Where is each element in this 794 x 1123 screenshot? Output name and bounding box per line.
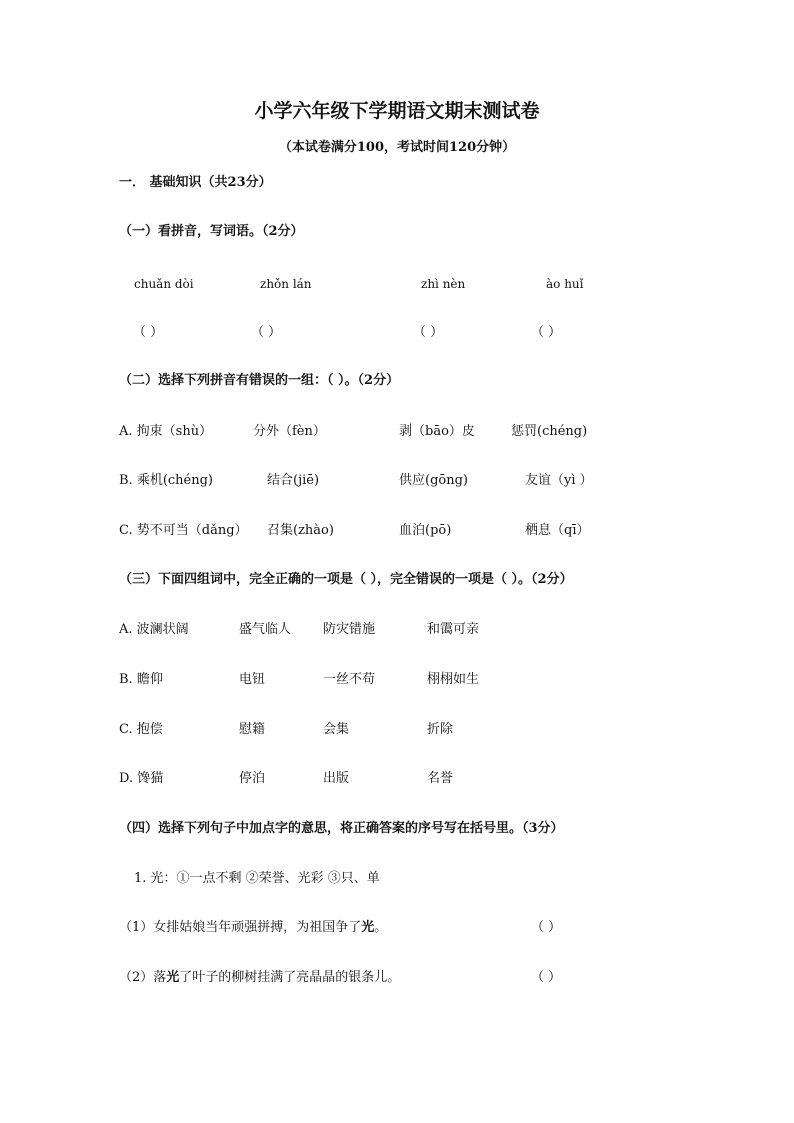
part4-sentence-2 [119, 970, 400, 986]
dotted-key-char: 光 [166, 970, 180, 985]
sentence-text: （1）女排姑娘当年顽强拼搏，为祖国争了 [119, 920, 362, 935]
pinyin-1: chuǎn dòi [134, 277, 194, 291]
answer-blank-2[interactable]: （ ） [251, 325, 282, 340]
sentence-end: 了叶子的柳树挂满了亮晶晶的银条儿。 [179, 970, 401, 985]
part2-option-c-2: 召集(zhào) [267, 523, 334, 538]
part3-option-a-2: 盛气临人 [239, 622, 292, 637]
answer-paren-2[interactable]: （ ） [531, 970, 562, 985]
part4-sentence-1 [119, 920, 387, 936]
part2-option-a-2: 分外（fèn） [253, 424, 326, 439]
part2-option-a-4: 惩罚(chéng) [511, 424, 588, 439]
part3-option-a-4: 和霭可亲 [427, 622, 480, 637]
part3-option-b-1: B. 瞻仰 [119, 672, 163, 687]
answer-blank-1[interactable]: （ ） [133, 325, 164, 340]
part2-option-b-4: 友谊（yì ） [525, 473, 593, 488]
part3-option-b-3: 一丝不苟 [323, 672, 376, 687]
exam-subtitle: （本试卷满分100，考试时间120分钟） [278, 140, 516, 155]
part3-option-c-4: 折除 [427, 722, 454, 737]
part4-item-label: 1. 光：①一点不剩 ②荣誉、光彩 ③只、单 [134, 871, 380, 886]
pinyin-4: ào huǐ [546, 277, 584, 291]
sentence-text: （2）落 [119, 970, 167, 985]
part2-option-b-3: 供应(gōng) [399, 473, 468, 488]
sentence-end: 。 [374, 920, 388, 935]
part3-option-a-1: A. 波澜状阔 [119, 622, 189, 637]
part2-option-c-1: C. 势不可当（dǎng） [119, 523, 248, 538]
part2-option-a-1: A. 拘束（shù） [119, 424, 213, 439]
pinyin-3: zhì nèn [421, 277, 466, 291]
part1-heading: （一）看拼音，写词语。（2分） [119, 224, 304, 239]
part2-option-c-4: 栖息（qī） [525, 523, 590, 538]
part3-option-b-4: 栩栩如生 [427, 672, 480, 687]
part2-option-c-3: 血泊(pō) [399, 523, 452, 538]
part2-option-a-3: 剥（bāo）皮 [399, 424, 475, 439]
part3-option-d-1: D. 馋猫 [119, 771, 164, 786]
section1-heading: 一． 基础知识（共23分） [119, 175, 272, 190]
part4-heading: （四）选择下列句子中加点字的意思，将正确答案的序号写在括号里。（3分） [119, 821, 564, 836]
part3-option-c-3: 会集 [323, 722, 350, 737]
part2-heading: （二）选择下列拼音有错误的一组：（ ）。（2分） [119, 373, 400, 388]
part3-option-a-3: 防灾错施 [323, 622, 376, 637]
answer-blank-3[interactable]: （ ） [413, 325, 444, 340]
part2-option-b-2: 结合(jiē) [267, 473, 320, 488]
part3-option-c-1: C. 抱偿 [119, 722, 163, 737]
dotted-key-char: 光 [361, 920, 375, 935]
exam-title: 小学六年级下学期语文期末测试卷 [254, 100, 540, 122]
pinyin-2: zhǒn lán [260, 277, 312, 291]
part3-option-d-2: 停泊 [239, 771, 266, 786]
part3-heading: （三）下面四组词中，完全正确的一项是（ ），完全错误的一项是（ ）。（2分） [119, 572, 573, 587]
part3-option-d-3: 出版 [323, 771, 350, 786]
part3-option-c-2: 慰籍 [239, 722, 266, 737]
answer-blank-4[interactable]: （ ） [531, 325, 562, 340]
part3-option-b-2: 电钮 [239, 672, 266, 687]
part3-option-d-4: 名誉 [427, 771, 454, 786]
part2-option-b-1: B. 乘机(chéng) [119, 473, 214, 488]
answer-paren-1[interactable]: （ ） [531, 920, 562, 935]
